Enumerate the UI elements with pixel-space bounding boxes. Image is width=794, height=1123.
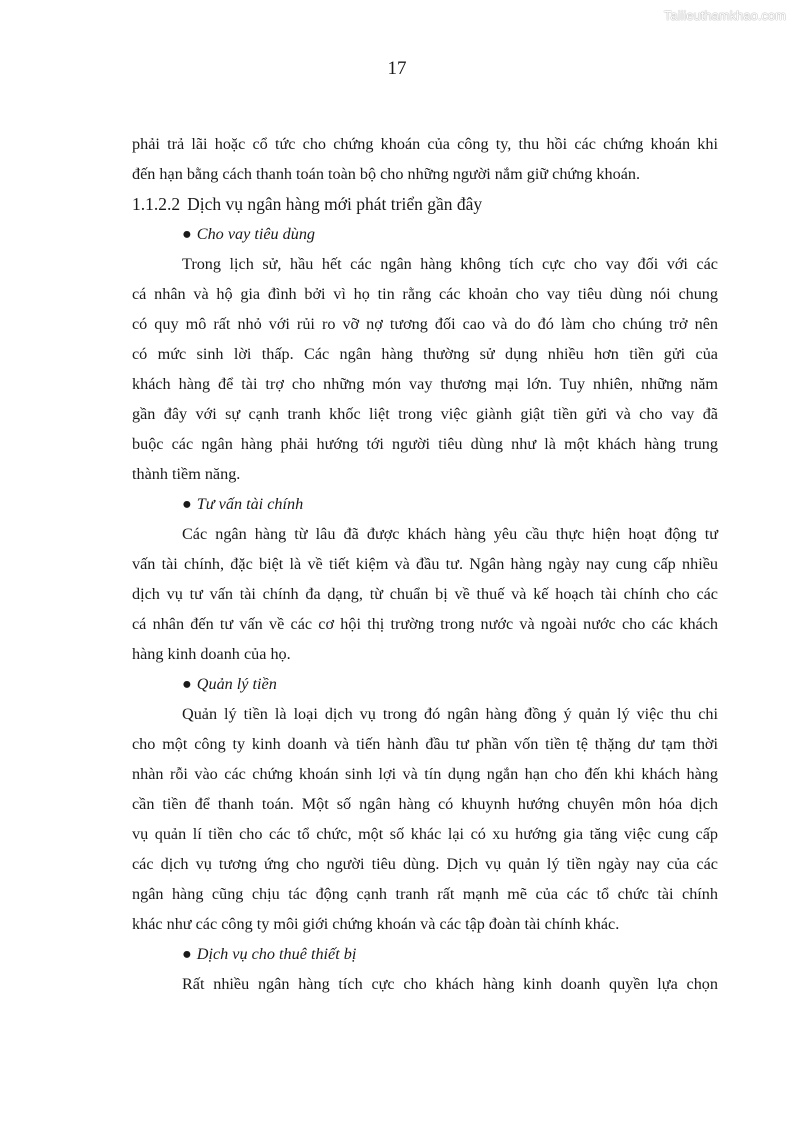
watermark: Tailieuthamkhao.com bbox=[663, 8, 786, 23]
paragraph-line: nhàn rỗi vào các chứng khoán sinh lợi và tín dụng ngắn hạn cho đến khi khách hàng bbox=[132, 765, 718, 783]
bullet-heading bbox=[132, 939, 718, 969]
paragraph-line: cá nhân và hộ gia đình bởi vì họ tin rằng các khoản cho vay tiêu dùng nói chung bbox=[132, 285, 718, 303]
page-number: 17 bbox=[387, 58, 407, 79]
paragraph-line: vụ quản lí tiền cho các tổ chức, một số khác lại có xu hướng gia tăng việc cung cấp bbox=[132, 825, 718, 843]
intro-line: đến hạn bằng cách thanh toán toàn bộ cho những người nắm giữ chứng khoán. bbox=[132, 165, 641, 183]
paragraph-line: Trong lịch sử, hầu hết các ngân hàng không tích cực cho vay đối với các bbox=[182, 255, 718, 273]
heading-number: 1.1.2.2 bbox=[132, 194, 181, 214]
paragraph-line: gần đây với sự cạnh tranh khốc liệt trong việc giành giật tiền gửi và cho vay đã bbox=[132, 405, 718, 423]
bullet-heading bbox=[132, 669, 718, 699]
paragraph-line: ngân hàng cũng chịu tác động cạnh tranh rất mạnh mẽ của các tổ chức tài chính bbox=[132, 885, 718, 903]
heading-title: Dịch vụ ngân hàng mới phát triển gần đây bbox=[187, 194, 483, 214]
intro-line: phải trả lãi hoặc cổ tức cho chứng khoán của công ty, thu hồi các chứng khoán khi bbox=[132, 135, 718, 153]
bullet-heading bbox=[132, 489, 718, 519]
paragraph-line: Các ngân hàng từ lâu đã được khách hàng yêu cầu thực hiện hoạt động tư bbox=[182, 525, 718, 543]
section-heading bbox=[132, 189, 718, 219]
paragraph-line: hàng kinh doanh của họ. bbox=[132, 645, 291, 663]
bullet-icon: ● bbox=[182, 675, 192, 693]
document-body bbox=[132, 129, 718, 999]
paragraph-line: có quy mô rất nhỏ với rủi ro vỡ nợ tương đối cao và do đó làm cho chúng trở nên bbox=[132, 315, 718, 333]
paragraph-line: buộc các ngân hàng phải hướng tới người tiêu dùng như là một khách hàng trung bbox=[132, 435, 718, 453]
paragraph-line: Quản lý tiền là loại dịch vụ trong đó ngân hàng đồng ý quản lý việc thu chi bbox=[182, 705, 718, 723]
bullet-icon: ● bbox=[182, 225, 192, 243]
paragraph-line: thành tiềm năng. bbox=[132, 465, 241, 483]
paragraph-line: khác như các công ty môi giới chứng khoán và các tập đoàn tài chính khác. bbox=[132, 915, 620, 933]
paragraph-line: có mức sinh lời thấp. Các ngân hàng thường sử dụng nhiều hơn tiền gửi của bbox=[132, 345, 718, 363]
bullet-title: Tư vấn tài chính bbox=[196, 495, 304, 513]
paragraph-line: khách hàng để tài trợ cho những món vay thương mại lớn. Tuy nhiên, những năm bbox=[132, 375, 718, 393]
bullet-icon: ● bbox=[182, 945, 192, 963]
bullet-title: Quản lý tiền bbox=[196, 675, 277, 693]
bullet-icon: ● bbox=[182, 495, 192, 513]
paragraph-line: vấn tài chính, đặc biệt là về tiết kiệm và đầu tư. Ngân hàng ngày nay cung cấp nhiều bbox=[132, 555, 718, 573]
paragraph-line: cá nhân đến tư vấn về các cơ hội thị trường trong nước và ngoài nước cho các khách bbox=[132, 615, 718, 633]
paragraph-line: các dịch vụ tương ứng cho người tiêu dùng. Dịch vụ quản lý tiền ngày nay của các bbox=[132, 855, 718, 873]
bullet-title: Cho vay tiêu dùng bbox=[196, 225, 316, 243]
paragraph-line: cho một công ty kinh doanh và tiến hành đầu tư phần vốn tiền tệ thặng dư tạm thời bbox=[132, 735, 718, 753]
paragraph-line: cần tiền để thanh toán. Một số ngân hàng có khuynh hướng chuyên môn hóa dịch bbox=[132, 795, 718, 813]
paragraph-line: dịch vụ tư vấn tài chính đa dạng, từ chuẩn bị về thuế và kế hoạch tài chính cho các bbox=[132, 585, 718, 603]
bullet-heading bbox=[132, 219, 718, 249]
paragraph-line: Rất nhiều ngân hàng tích cực cho khách hàng kinh doanh quyền lựa chọn bbox=[182, 975, 718, 993]
bullet-title: Dịch vụ cho thuê thiết bị bbox=[196, 945, 357, 963]
